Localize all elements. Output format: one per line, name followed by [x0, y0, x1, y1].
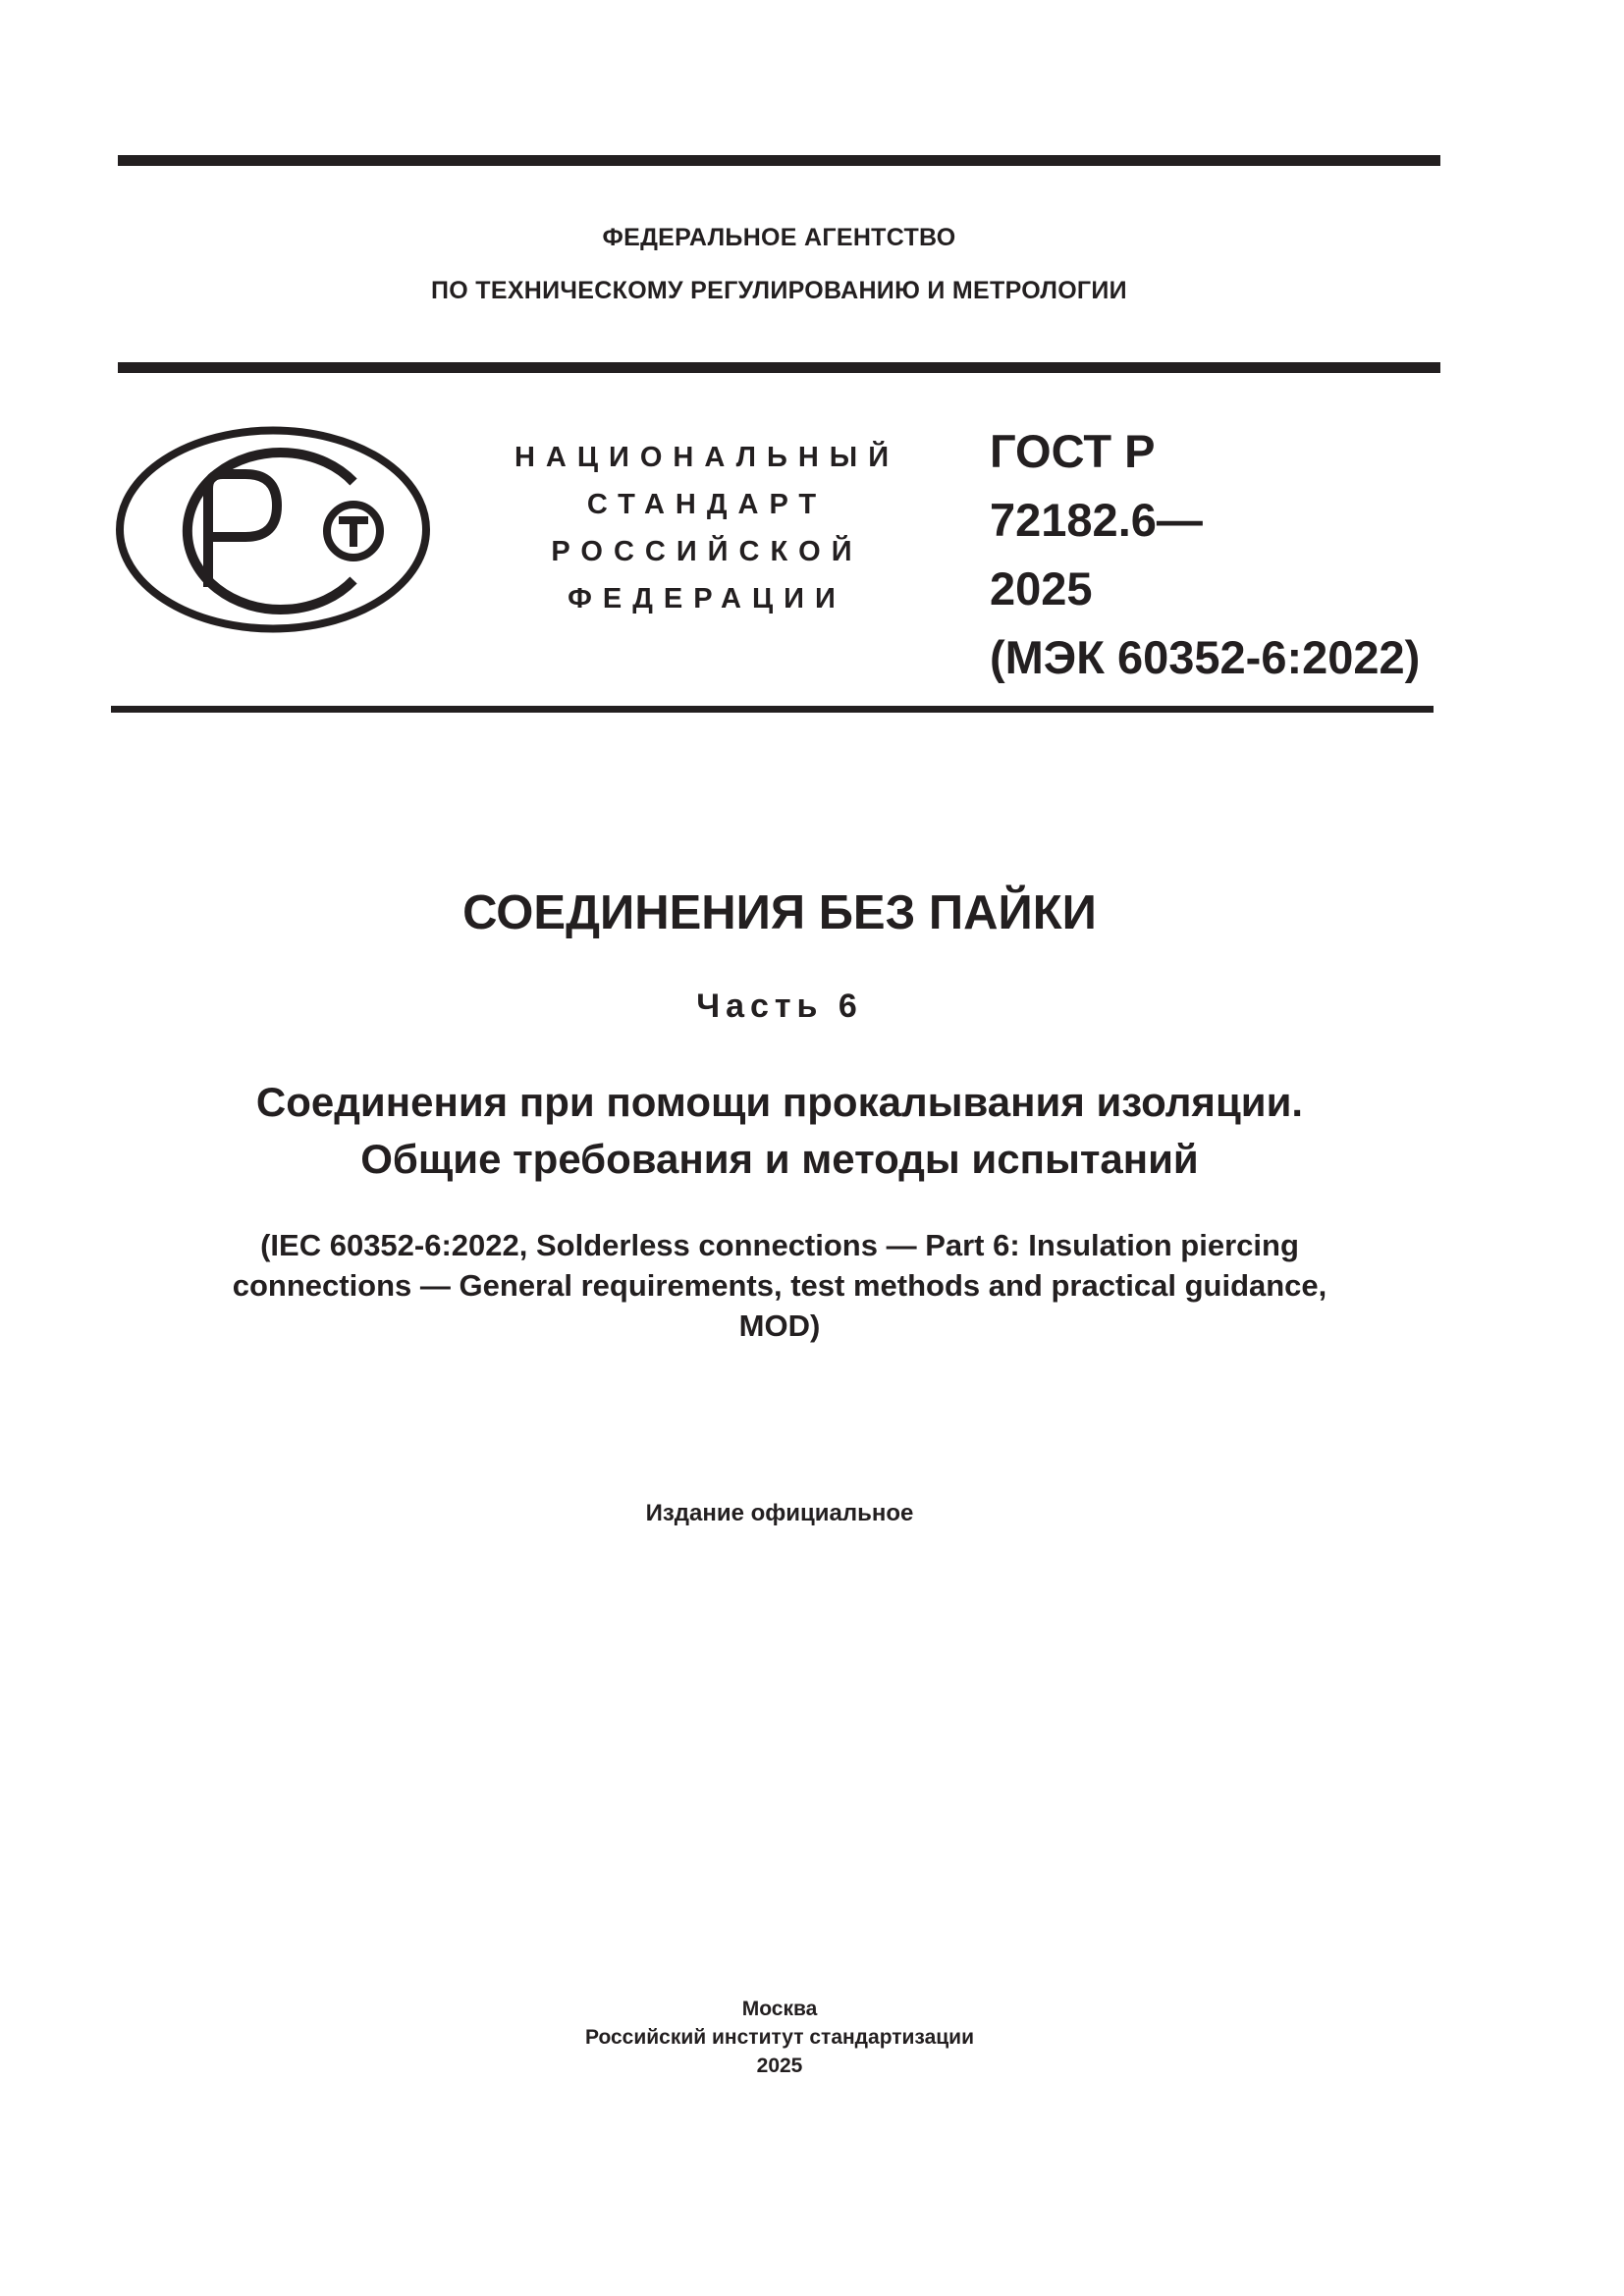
bottom-rule	[111, 706, 1434, 713]
edition-label: Издание официальное	[645, 1500, 914, 1526]
middle-rule	[118, 362, 1440, 373]
document-subtitle	[0, 1074, 1559, 1188]
national-standard-line4: ФЕДЕРАЦИИ	[568, 583, 846, 614]
designation-line1: ГОСТ Р	[990, 425, 1156, 477]
national-standard-line2: СТАНДАРТ	[586, 489, 828, 520]
imprint	[0, 1995, 1559, 2080]
agency-name-line2: ПО ТЕХНИЧЕСКОМУ РЕГУЛИРОВАНИЮ И МЕТРОЛОГИИ	[431, 277, 1127, 304]
part-number: Часть 6	[696, 988, 863, 1025]
reference-line1: (IEC 60352-6:2022, Solderless connections — Part 6: Insulation piercing	[260, 1228, 1299, 1262]
original-standard-reference	[0, 1225, 1559, 1346]
imprint-publisher: Российский институт стандартизации	[584, 2026, 975, 2049]
rst-logo-icon	[115, 425, 431, 634]
designation-line3: 2025	[990, 562, 1093, 614]
national-standard-line3: РОССИЙСКОЙ	[551, 536, 863, 567]
top-rule	[118, 155, 1440, 166]
designation-line2: 72182.6—	[990, 494, 1203, 546]
agency-name-line1: ФЕДЕРАЛЬНОЕ АГЕНТСТВО	[602, 224, 956, 251]
subtitle-line2: Общие требования и методы испытаний	[360, 1136, 1199, 1182]
imprint-year: 2025	[756, 2055, 803, 2077]
national-standard-label	[481, 434, 933, 622]
document-title: СОЕДИНЕНИЯ БЕЗ ПАЙКИ	[462, 886, 1097, 939]
reference-line3: MOD)	[738, 1308, 821, 1343]
designation-line4: (МЭК 60352-6:2022)	[990, 631, 1421, 683]
standard-designation	[990, 417, 1420, 692]
national-standard-line1: НАЦИОНАЛЬНЫЙ	[514, 442, 900, 473]
subtitle-line1: Соединения при помощи прокалывания изоляции.	[255, 1079, 1304, 1125]
imprint-city: Москва	[741, 1998, 818, 2020]
reference-line2: connections — General requirements, test methods and practical guidance,	[232, 1268, 1327, 1303]
